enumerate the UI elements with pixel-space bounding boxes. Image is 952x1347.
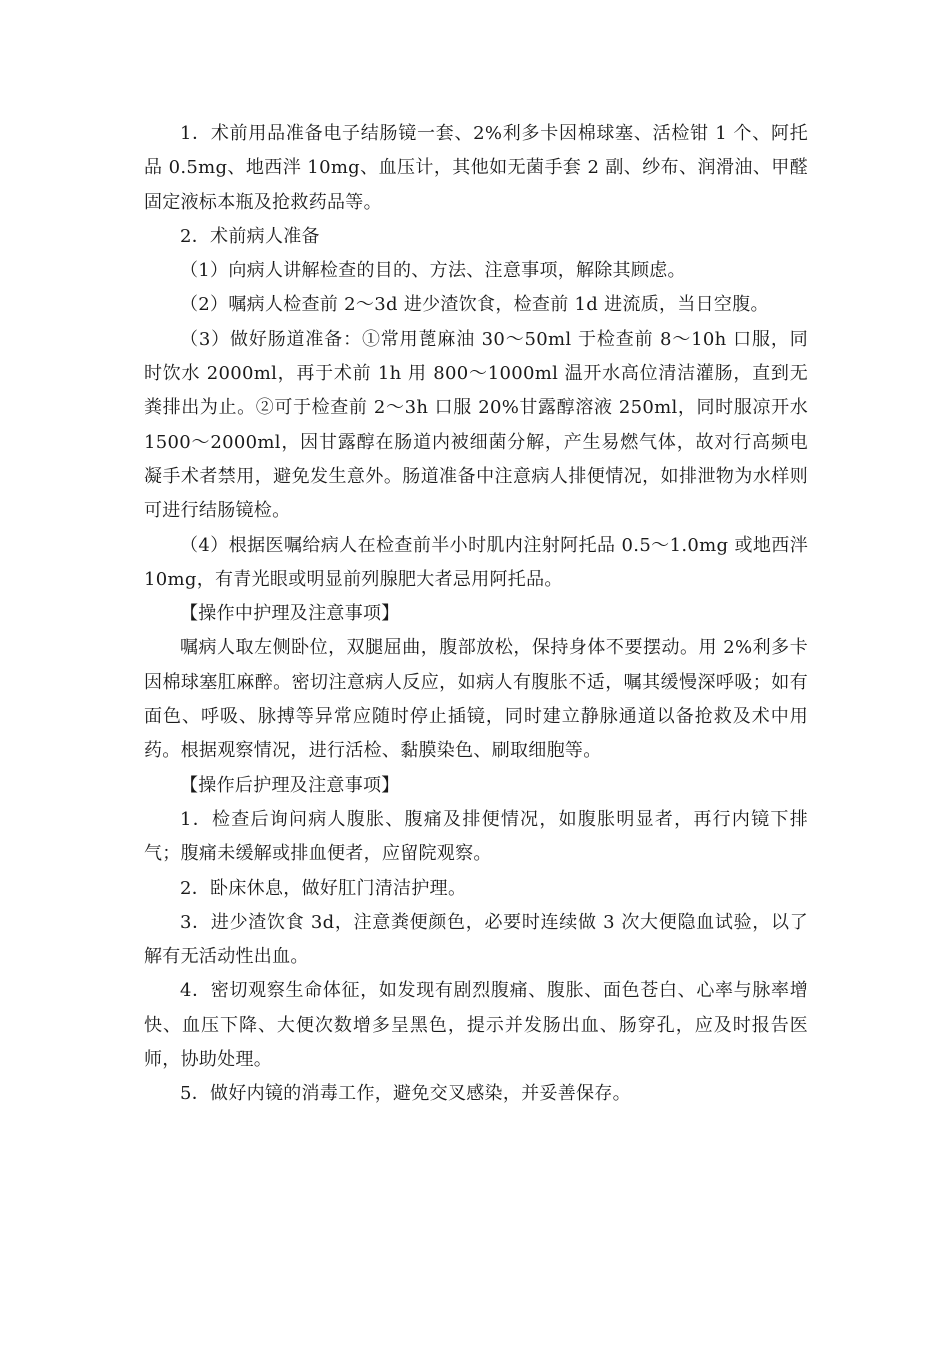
paragraph-postop-1: 1．检查后询问病人腹胀、腹痛及排便情况，如腹胀明显者，再行内镜下排气；腹痛未缓解或排血便者，应留院观察。 bbox=[144, 808, 808, 865]
paragraph-preop-explain: （1）向病人讲解检查的目的、方法、注意事项，解除其顾虑。 bbox=[180, 260, 686, 282]
paragraph-premedication: （4）根据医嘱给病人在检查前半小时肌内注射阿托品 0.5～1.0mg 或地西泮 10mg，有青光眼或明显前列腺肥大者忌用阿托品。 bbox=[144, 534, 808, 590]
paragraph-postop-2: 2．卧床休息，做好肛门清洁护理。 bbox=[180, 877, 467, 899]
paragraph-bowel-prep: （3）做好肠道准备：①常用蓖麻油 30～50ml 于检查前 8～10h 口服，同时饮水 2000ml，再于术前 1h 用 800～1000ml 温开水高位清洁灌肠，直到无粪排出为止。②可于检查前 2～3h 口服 20%甘露醇溶液 250ml，同时服凉开水 1500～2000ml，因甘露醇在肠道内被细菌分解，产生易燃气体，故对行高频电凝手术者禁用，避免发生意外。肠道准备中注意病人排便情况，如排泄物为水样则可进行结肠镜检。 bbox=[144, 328, 808, 522]
document-body bbox=[144, 117, 808, 1112]
paragraph-intraop-care: 嘱病人取左侧卧位，双腿屈曲，腹部放松，保持身体不要摆动。用 2%利多卡因棉球塞肛麻醉。密切注意病人反应，如病人有腹胀不适，嘱其缓慢深呼吸；如有面色、呼吸、脉搏等异常应随时停止插镜，同时建立静脉通道以备抢救及术中用药。根据观察情况，进行活检、黏膜染色、刷取细胞等。 bbox=[144, 637, 808, 762]
paragraph-postop-3: 3．进少渣饮食 3d，注意粪便颜色，必要时连续做 3 次大便隐血试验，以了解有无活动性出血。 bbox=[144, 911, 808, 968]
paragraph-preop-supplies: 1．术前用品准备电子结肠镜一套、2%利多卡因棉球塞、活检钳 1 个、阿托品 0.5mg、地西泮 10mg、血压计，其他如无菌手套 2 副、纱布、润滑油、甲醛固定液标本瓶及抢救药品等。 bbox=[144, 123, 808, 213]
section-heading-intraop: 【操作中护理及注意事项】 bbox=[180, 603, 400, 625]
paragraph-postop-4: 4．密切观察生命体征，如发现有剧烈腹痛、腹胀、面色苍白、心率与脉率增快、血压下降、大便次数增多呈黑色，提示并发肠出血、肠穿孔，应及时报告医师，协助处理。 bbox=[144, 980, 808, 1071]
paragraph-postop-5: 5．做好内镜的消毒工作，避免交叉感染，并妥善保存。 bbox=[180, 1083, 631, 1105]
paragraph-preop-patient-heading: 2．术前病人准备 bbox=[180, 225, 320, 247]
paragraph-preop-diet: （2）嘱病人检查前 2～3d 进少渣饮食，检查前 1d 进流质，当日空腹。 bbox=[180, 294, 769, 316]
section-heading-postop: 【操作后护理及注意事项】 bbox=[180, 774, 400, 796]
